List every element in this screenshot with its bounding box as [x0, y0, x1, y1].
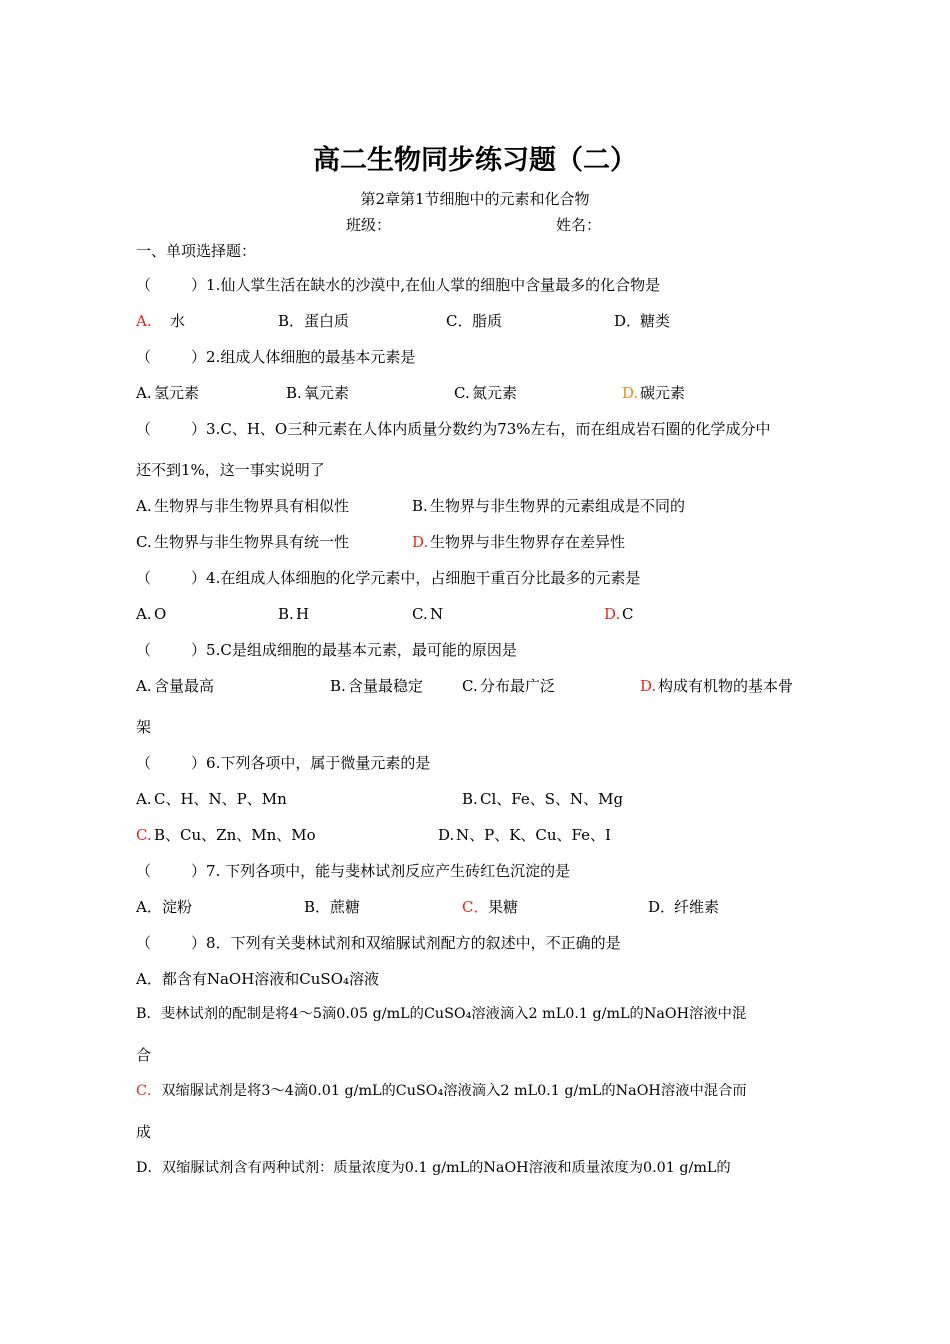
- question-stem: 2.组成人体细胞的最基本元素是: [206, 348, 416, 366]
- answer-paren-close: ）: [191, 348, 207, 366]
- option-b: [136, 1004, 746, 1024]
- option-letter: C.: [454, 384, 470, 402]
- option-text: 含量最高: [154, 677, 215, 695]
- option-letter: D．: [614, 312, 642, 330]
- question-5: [136, 640, 517, 660]
- answer-paren-close: ）: [191, 641, 207, 659]
- answer-paren-close: ）: [191, 276, 207, 294]
- option-text: 构成有机物的基本骨: [658, 677, 794, 695]
- option-c: [136, 1081, 747, 1101]
- option-text: Cl、Fe、S、N、Mg: [480, 790, 624, 808]
- answer-paren-open: （: [136, 420, 152, 438]
- option-text-continued: 合: [136, 1046, 152, 1064]
- question-1: [136, 275, 660, 295]
- option-letter: B．: [136, 1006, 161, 1022]
- question-stem: 7. 下列各项中，能与斐林试剂反应产生砖红色沉淀的是: [206, 862, 571, 880]
- answer-paren-close: ）: [191, 569, 207, 587]
- option-letter: B．: [304, 898, 331, 916]
- question-3: [136, 419, 771, 439]
- option-text: 双缩脲试剂含有两种试剂：质量浓度为0.1 g/mL的NaOH溶液和质量浓度为0.01 g/mL的: [161, 1160, 731, 1176]
- option-letter: A．: [136, 898, 162, 916]
- option-letter: D．: [648, 898, 676, 916]
- answer-paren-open: （: [136, 754, 152, 772]
- option-letter: A.: [136, 677, 152, 695]
- answer-paren-open: （: [136, 569, 152, 587]
- question-stem: 4.在组成人体细胞的化学元素中，占细胞干重百分比最多的元素是: [206, 569, 641, 587]
- option-letter: A.: [136, 605, 152, 623]
- question-4: [136, 568, 640, 588]
- option-letter: D.: [622, 384, 639, 402]
- option-letter: A.: [136, 790, 152, 808]
- option-text: 生物界与非生物界具有统一性: [154, 533, 350, 551]
- class-label: 班级：: [346, 216, 392, 234]
- option-text: 水: [170, 312, 186, 330]
- option-text: 斐林试剂的配制是将4～5滴0.05 g/mL的CuSO₄溶液滴入2 mL0.1 g/mL的NaOH溶液中混: [160, 1006, 747, 1022]
- option-text: 双缩脲试剂是将3～4滴0.01 g/mL的CuSO₄溶液滴入2 mL0.1 g/mL的NaOH溶液中混合而: [161, 1083, 747, 1099]
- question-2: [136, 347, 415, 367]
- option-letter: C.: [412, 605, 428, 623]
- answer-paren-close: ）: [191, 862, 207, 880]
- option-text: 脂质: [472, 312, 503, 330]
- option-text: 生物界与非生物界具有相似性: [154, 497, 350, 515]
- option-letter: A.: [136, 497, 152, 515]
- answer-paren-open: （: [136, 934, 152, 952]
- option-text: O: [154, 605, 167, 623]
- option-letter: A．: [136, 970, 162, 988]
- answer-paren-open: （: [136, 862, 152, 880]
- option-letter: D.: [438, 826, 455, 844]
- option-text-continued: 成: [136, 1123, 152, 1141]
- page-title: 高二生物同步练习题（二）: [313, 145, 637, 176]
- answer-paren-open: （: [136, 276, 152, 294]
- option-text: 都含有NaOH溶液和CuSO₄溶液: [161, 970, 380, 988]
- option-letter: B.: [286, 384, 302, 402]
- section-heading: 一、单项选择题：: [136, 242, 257, 260]
- option-letter: B.: [412, 497, 428, 515]
- option-letter: C．: [136, 1083, 162, 1099]
- option-text: 果糖: [488, 898, 519, 916]
- page-subtitle: 第2章第1节细胞中的元素和化合物: [360, 190, 590, 208]
- question-6: [136, 753, 430, 773]
- option-text: 氮元素: [472, 384, 518, 402]
- option-text: 糖类: [640, 312, 671, 330]
- question-stem-continued: 还不到1%，这一事实说明了: [136, 461, 325, 479]
- option-d: [136, 1158, 731, 1178]
- option-text: N、P、K、Cu、Fe、I: [456, 826, 611, 844]
- option-letter: B.: [278, 605, 294, 623]
- question-stem: 5.C是组成细胞的最基本元素，最可能的原因是: [206, 641, 517, 659]
- option-text: 淀粉: [162, 898, 193, 916]
- answer-paren-close: ）: [191, 420, 207, 438]
- option-text: N: [430, 605, 444, 623]
- option-letter: C.: [136, 826, 152, 844]
- option-letter: D.: [604, 605, 621, 623]
- answer-paren-close: ）: [191, 754, 207, 772]
- option-letter: A.: [136, 312, 152, 330]
- question-stem: 3.C、H、O三种元素在人体内质量分数约为73%左右，而在组成岩石圈的化学成分中: [206, 420, 771, 438]
- option-letter: C．: [446, 312, 473, 330]
- option-letter: C.: [462, 677, 478, 695]
- option-text: 含量最稳定: [348, 677, 424, 695]
- option-text: 蛋白质: [304, 312, 350, 330]
- option-text: 纤维素: [674, 898, 720, 916]
- option-text: H: [296, 605, 310, 623]
- option-text-continued: 架: [136, 718, 152, 736]
- option-text: 蔗糖: [330, 898, 361, 916]
- option-letter: D.: [640, 677, 657, 695]
- option-text: B、Cu、Zn、Mn、Mo: [154, 826, 316, 844]
- question-stem: 1.仙人掌生活在缺水的沙漠中,在仙人掌的细胞中含量最多的化合物是: [206, 276, 661, 294]
- option-letter: D．: [136, 1160, 162, 1176]
- option-letter: C.: [136, 533, 152, 551]
- option-a: [136, 969, 379, 989]
- option-text: 生物界与非生物界存在差异性: [430, 533, 626, 551]
- answer-paren-close: ）: [191, 934, 207, 952]
- option-text: 分布最广泛: [480, 677, 556, 695]
- option-letter: B.: [462, 790, 478, 808]
- option-text: 氧元素: [304, 384, 350, 402]
- option-text: 生物界与非生物界的元素组成是不同的: [430, 497, 686, 515]
- question-8: [136, 933, 621, 953]
- question-stem: 8．下列有关斐林试剂和双缩脲试剂配方的叙述中，不正确的是: [206, 934, 621, 952]
- option-letter: D.: [412, 533, 429, 551]
- question-7: [136, 861, 570, 881]
- question-stem: 6.下列各项中，属于微量元素的是: [206, 754, 431, 772]
- option-letter: A.: [136, 384, 152, 402]
- option-text: C、H、N、P、Mn: [154, 790, 287, 808]
- option-letter: B．: [278, 312, 305, 330]
- option-letter: C．: [462, 898, 489, 916]
- option-text: C: [622, 605, 634, 623]
- answer-paren-open: （: [136, 348, 152, 366]
- answer-paren-open: （: [136, 641, 152, 659]
- option-text: 碳元素: [640, 384, 686, 402]
- name-label: 姓名：: [556, 216, 602, 234]
- option-letter: B.: [330, 677, 346, 695]
- option-text: 氢元素: [154, 384, 200, 402]
